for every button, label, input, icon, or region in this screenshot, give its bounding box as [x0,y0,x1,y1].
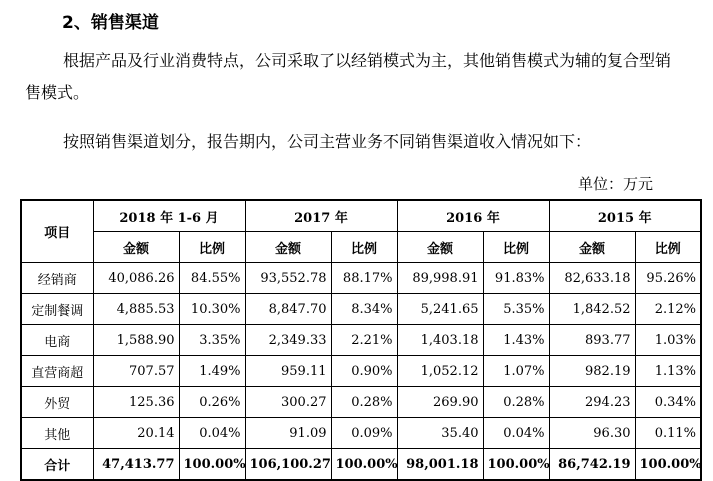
amount-cell: 40,086.26 [93,263,179,294]
amount-cell: 1,052.12 [397,356,483,387]
ratio-cell: 1.49% [179,356,245,387]
row-label: 其他 [21,418,93,449]
header-ratio: 比例 [483,232,549,263]
ratio-cell: 0.28% [331,387,397,418]
amount-cell: 96.30 [549,418,635,449]
amount-cell: 125.36 [93,387,179,418]
sales-channel-table [20,199,702,481]
amount-cell: 269.90 [397,387,483,418]
ratio-cell: 0.90% [331,356,397,387]
table-row [21,263,701,294]
table-row [21,356,701,387]
ratio-cell: 1.07% [483,356,549,387]
unit-label: 单位：万元 [577,175,653,193]
ratio-cell: 0.04% [483,418,549,449]
amount-cell: 106,100.27 [245,449,331,481]
ratio-cell: 0.09% [331,418,397,449]
amount-cell: 47,413.77 [93,449,179,481]
amount-cell: 89,998.91 [397,263,483,294]
amount-cell: 4,885.53 [93,294,179,325]
header-ratio: 比例 [635,232,701,263]
table-row [21,325,701,356]
ratio-cell: 10.30% [179,294,245,325]
amount-cell: 300.27 [245,387,331,418]
amount-cell: 959.11 [245,356,331,387]
amount-cell: 1,588.90 [93,325,179,356]
ratio-cell: 88.17% [331,263,397,294]
row-label: 定制餐调 [21,294,93,325]
ratio-cell: 100.00% [483,449,549,481]
amount-cell: 93,552.78 [245,263,331,294]
header-period: 2016 年 [397,200,549,232]
row-label: 直营商超 [21,356,93,387]
ratio-cell: 0.11% [635,418,701,449]
subheader-row [21,232,701,263]
amount-cell: 294.23 [549,387,635,418]
ratio-cell: 100.00% [179,449,245,481]
table-total-row [21,449,701,481]
table-row [21,387,701,418]
amount-cell: 98,001.18 [397,449,483,481]
header-amount: 金额 [397,232,483,263]
ratio-cell: 3.35% [179,325,245,356]
header-period: 2017 年 [245,200,397,232]
amount-cell: 35.40 [397,418,483,449]
ratio-cell: 100.00% [331,449,397,481]
ratio-cell: 100.00% [635,449,701,481]
header-ratio: 比例 [331,232,397,263]
ratio-cell: 2.12% [635,294,701,325]
header-amount: 金额 [549,232,635,263]
amount-cell: 893.77 [549,325,635,356]
table-row [21,294,701,325]
row-label: 合计 [21,449,93,481]
amount-cell: 982.19 [549,356,635,387]
amount-cell: 82,633.18 [549,263,635,294]
section-heading: 2、销售渠道 [62,13,159,33]
row-label: 外贸 [21,387,93,418]
row-label: 经销商 [21,263,93,294]
amount-cell: 86,742.19 [549,449,635,481]
row-label: 电商 [21,325,93,356]
table-row [21,418,701,449]
ratio-cell: 0.34% [635,387,701,418]
amount-cell: 20.14 [93,418,179,449]
amount-cell: 1,842.52 [549,294,635,325]
ratio-cell: 1.13% [635,356,701,387]
amount-cell: 5,241.65 [397,294,483,325]
amount-cell: 91.09 [245,418,331,449]
ratio-cell: 1.03% [635,325,701,356]
ratio-cell: 0.04% [179,418,245,449]
header-ratio: 比例 [179,232,245,263]
amount-cell: 707.57 [93,356,179,387]
ratio-cell: 5.35% [483,294,549,325]
header-period: 2018 年 1-6 月 [93,200,245,232]
paragraph-channel-intro: 按照销售渠道划分，报告期内，公司主营业务不同销售渠道收入情况如下： [63,132,592,151]
ratio-cell: 2.21% [331,325,397,356]
paragraph-sales-model: 根据产品及行业消费特点，公司采取了以经销模式为主，其他销售模式为辅的复合型销售模式。 [25,51,672,102]
header-item: 项目 [21,200,93,263]
amount-cell: 1,403.18 [397,325,483,356]
header-period: 2015 年 [549,200,701,232]
amount-cell: 8,847.70 [245,294,331,325]
ratio-cell: 8.34% [331,294,397,325]
amount-cell: 2,349.33 [245,325,331,356]
ratio-cell: 84.55% [179,263,245,294]
table-body [21,263,701,481]
ratio-cell: 0.26% [179,387,245,418]
header-amount: 金额 [245,232,331,263]
ratio-cell: 91.83% [483,263,549,294]
ratio-cell: 1.43% [483,325,549,356]
ratio-cell: 0.28% [483,387,549,418]
header-amount: 金额 [93,232,179,263]
ratio-cell: 95.26% [635,263,701,294]
